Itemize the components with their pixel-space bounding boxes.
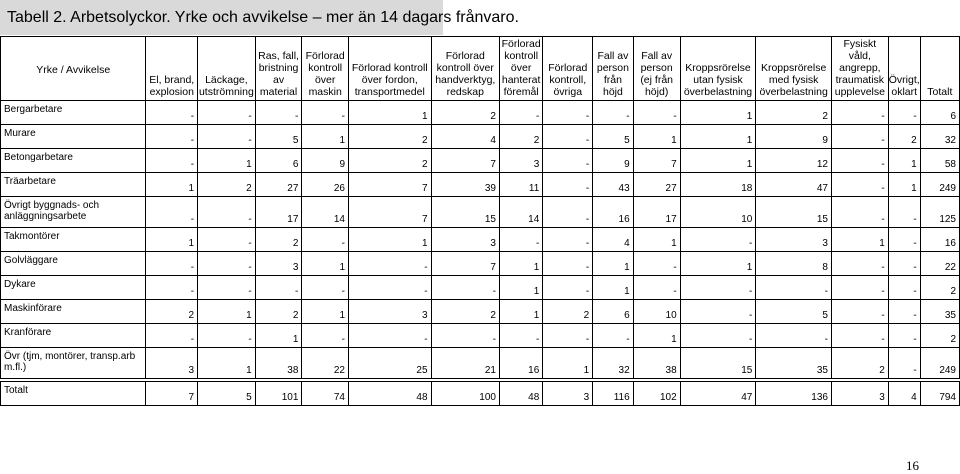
column-header: Förlorad kontroll över maskin (302, 37, 349, 101)
value-cell: 1 (349, 228, 432, 252)
value-cell: 11 (499, 173, 542, 197)
column-header: Kroppsrörelse utan fysisk överbelastning (680, 37, 756, 101)
row-label: Betongarbetare (1, 149, 146, 173)
column-header: Förlorad kontroll över hanterat föremål (499, 37, 542, 101)
value-cell: 102 (633, 382, 680, 406)
value-cell: 3 (146, 348, 198, 379)
value-cell: - (543, 173, 593, 197)
value-cell: 17 (633, 197, 680, 228)
value-cell: - (831, 324, 888, 348)
value-cell: 2 (431, 101, 499, 125)
value-cell: 1 (255, 324, 302, 348)
value-cell: - (198, 324, 256, 348)
value-cell: - (756, 324, 832, 348)
value-cell: 6 (255, 149, 302, 173)
value-cell: - (831, 276, 888, 300)
column-header: Övrigt, oklart (888, 37, 920, 101)
value-cell: - (593, 324, 633, 348)
value-cell: - (146, 149, 198, 173)
value-cell: - (146, 276, 198, 300)
value-cell: 1 (198, 300, 256, 324)
value-cell: - (543, 252, 593, 276)
value-cell: 8 (756, 252, 832, 276)
table-row (1, 101, 960, 125)
value-cell: - (349, 276, 432, 300)
value-cell: 1 (680, 149, 756, 173)
value-cell: - (198, 276, 256, 300)
value-cell: 3 (431, 228, 499, 252)
column-header: Totalt (920, 37, 959, 101)
value-cell: 10 (633, 300, 680, 324)
value-cell: - (543, 228, 593, 252)
page-number: 16 (906, 458, 919, 473)
value-cell: 32 (920, 125, 959, 149)
value-cell: 27 (633, 173, 680, 197)
value-cell: 3 (349, 300, 432, 324)
value-cell: - (302, 324, 349, 348)
value-cell: - (831, 252, 888, 276)
value-cell: 58 (920, 149, 959, 173)
column-header: Ras, fall, bristning av material (255, 37, 302, 101)
value-cell: 7 (349, 197, 432, 228)
value-cell: - (633, 252, 680, 276)
column-header: Fall av person från höjd (593, 37, 633, 101)
value-cell: - (831, 173, 888, 197)
value-cell: 3 (756, 228, 832, 252)
table-body (1, 101, 960, 406)
value-cell: 7 (146, 382, 198, 406)
value-cell: 2 (255, 300, 302, 324)
value-cell: 6 (593, 300, 633, 324)
value-cell: - (302, 228, 349, 252)
value-cell: 21 (431, 348, 499, 379)
value-cell: 43 (593, 173, 633, 197)
value-cell: - (349, 252, 432, 276)
value-cell: 1 (499, 300, 542, 324)
value-cell: - (198, 197, 256, 228)
value-cell: - (831, 101, 888, 125)
value-cell: 32 (593, 348, 633, 379)
value-cell: - (146, 197, 198, 228)
value-cell: 1 (499, 252, 542, 276)
value-cell: 47 (680, 382, 756, 406)
value-cell: - (146, 252, 198, 276)
value-cell: - (499, 324, 542, 348)
value-cell: 1 (831, 228, 888, 252)
value-cell: - (543, 149, 593, 173)
value-cell: 3 (543, 382, 593, 406)
value-cell: 16 (920, 228, 959, 252)
row-label: Övr (tjm, montörer, transp.arb m.fl.) (1, 348, 146, 379)
row-label: Bergarbetare (1, 101, 146, 125)
value-cell: 1 (198, 348, 256, 379)
value-cell: - (198, 252, 256, 276)
value-cell: 47 (756, 173, 832, 197)
row-label: Träarbetare (1, 173, 146, 197)
value-cell: 15 (431, 197, 499, 228)
value-cell: 1 (302, 125, 349, 149)
value-cell: 1 (543, 348, 593, 379)
table-row (1, 173, 960, 197)
value-cell: - (302, 101, 349, 125)
value-cell: - (888, 101, 920, 125)
table-row (1, 228, 960, 252)
value-cell: - (543, 125, 593, 149)
value-cell: 17 (255, 197, 302, 228)
value-cell: - (888, 197, 920, 228)
value-cell: 1 (633, 228, 680, 252)
value-cell: - (499, 101, 542, 125)
value-cell: - (888, 324, 920, 348)
value-cell: 3 (499, 149, 542, 173)
row-label: Maskinförare (1, 300, 146, 324)
value-cell: 14 (499, 197, 542, 228)
table-row (1, 125, 960, 149)
row-label: Golvläggare (1, 252, 146, 276)
value-cell: 1 (198, 149, 256, 173)
value-cell: 26 (302, 173, 349, 197)
table-row (1, 197, 960, 228)
value-cell: 27 (255, 173, 302, 197)
value-cell: - (499, 228, 542, 252)
value-cell: 249 (920, 348, 959, 379)
value-cell: 2 (349, 125, 432, 149)
column-header: Fysiskt våld, angrepp, traumatisk upplevelse (831, 37, 888, 101)
column-header: Förlorad kontroll över fordon, transportmedel (349, 37, 432, 101)
value-cell: - (431, 324, 499, 348)
row-header-cell: Yrke / Avvikelse (1, 37, 146, 101)
column-header: Förlorad kontroll, övriga (543, 37, 593, 101)
value-cell: 1 (633, 125, 680, 149)
value-cell: 35 (920, 300, 959, 324)
value-cell: 794 (920, 382, 959, 406)
row-label: Dykare (1, 276, 146, 300)
value-cell: 1 (593, 276, 633, 300)
value-cell: 249 (920, 173, 959, 197)
value-cell: 14 (302, 197, 349, 228)
value-cell: 10 (680, 197, 756, 228)
table-row (1, 324, 960, 348)
total-row (1, 382, 960, 406)
value-cell: 22 (920, 252, 959, 276)
column-header: El, brand, explosion (146, 37, 198, 101)
value-cell: - (255, 101, 302, 125)
value-cell: - (198, 228, 256, 252)
value-cell: - (349, 324, 432, 348)
value-cell: 2 (756, 101, 832, 125)
value-cell: - (543, 101, 593, 125)
row-label: Murare (1, 125, 146, 149)
value-cell: - (680, 276, 756, 300)
value-cell: 1 (633, 324, 680, 348)
value-cell: 2 (831, 348, 888, 379)
value-cell: - (680, 324, 756, 348)
value-cell: 38 (255, 348, 302, 379)
value-cell: 2 (920, 276, 959, 300)
value-cell: 7 (633, 149, 680, 173)
value-cell: 1 (349, 101, 432, 125)
value-cell: 15 (756, 197, 832, 228)
value-cell: 1 (680, 101, 756, 125)
value-cell: 2 (499, 125, 542, 149)
value-cell: 3 (255, 252, 302, 276)
value-cell: - (680, 300, 756, 324)
value-cell: - (680, 228, 756, 252)
value-cell: 9 (756, 125, 832, 149)
value-cell: - (146, 324, 198, 348)
value-cell: 5 (255, 125, 302, 149)
value-cell: 101 (255, 382, 302, 406)
value-cell: 100 (431, 382, 499, 406)
value-cell: - (543, 197, 593, 228)
value-cell: - (831, 197, 888, 228)
value-cell: 2 (146, 300, 198, 324)
value-cell: 4 (593, 228, 633, 252)
value-cell: 2 (543, 300, 593, 324)
value-cell: 4 (888, 382, 920, 406)
value-cell: - (198, 125, 256, 149)
value-cell: 5 (756, 300, 832, 324)
header-row (1, 37, 960, 101)
table-row (1, 149, 960, 173)
value-cell: - (888, 252, 920, 276)
value-cell: 5 (593, 125, 633, 149)
value-cell: 12 (756, 149, 832, 173)
value-cell: 48 (349, 382, 432, 406)
value-cell: 2 (888, 125, 920, 149)
value-cell: 74 (302, 382, 349, 406)
row-label: Kranförare (1, 324, 146, 348)
value-cell: - (302, 276, 349, 300)
value-cell: 2 (255, 228, 302, 252)
value-cell: - (633, 276, 680, 300)
value-cell: - (146, 125, 198, 149)
row-label: Övrigt byggnads- och anläggningsarbete (1, 197, 146, 228)
column-header: Förlorad kontroll över handverktyg, redskap (431, 37, 499, 101)
value-cell: 7 (431, 149, 499, 173)
value-cell: 35 (756, 348, 832, 379)
value-cell: - (888, 348, 920, 379)
value-cell: 1 (499, 276, 542, 300)
table-row (1, 300, 960, 324)
value-cell: 25 (349, 348, 432, 379)
value-cell: 1 (888, 173, 920, 197)
value-cell: 1 (593, 252, 633, 276)
value-cell: - (543, 276, 593, 300)
table-row (1, 348, 960, 379)
row-label: Takmontörer (1, 228, 146, 252)
value-cell: 1 (146, 228, 198, 252)
value-cell: 2 (920, 324, 959, 348)
value-cell: 1 (146, 173, 198, 197)
value-cell: 9 (302, 149, 349, 173)
value-cell: - (146, 101, 198, 125)
value-cell: 2 (198, 173, 256, 197)
value-cell: - (593, 101, 633, 125)
value-cell: 7 (349, 173, 432, 197)
value-cell: 38 (633, 348, 680, 379)
value-cell: 2 (431, 300, 499, 324)
row-label: Totalt (1, 382, 146, 406)
value-cell: - (831, 149, 888, 173)
value-cell: - (431, 276, 499, 300)
value-cell: 1 (888, 149, 920, 173)
value-cell: 1 (680, 125, 756, 149)
value-cell: 7 (431, 252, 499, 276)
value-cell: - (888, 276, 920, 300)
column-header: Kroppsrörelse med fysisk överbelastning (756, 37, 832, 101)
value-cell: 2 (349, 149, 432, 173)
value-cell: 3 (831, 382, 888, 406)
table-row (1, 252, 960, 276)
value-cell: - (831, 300, 888, 324)
value-cell: - (888, 300, 920, 324)
value-cell: - (255, 276, 302, 300)
value-cell: - (888, 228, 920, 252)
value-cell: - (831, 125, 888, 149)
data-table (0, 36, 960, 406)
table-row (1, 276, 960, 300)
value-cell: 5 (198, 382, 256, 406)
value-cell: - (633, 101, 680, 125)
value-cell: 18 (680, 173, 756, 197)
value-cell: 16 (499, 348, 542, 379)
value-cell: 4 (431, 125, 499, 149)
column-header: Fall av person (ej från höjd) (633, 37, 680, 101)
value-cell: 1 (680, 252, 756, 276)
value-cell: 1 (302, 300, 349, 324)
value-cell: 48 (499, 382, 542, 406)
value-cell: 15 (680, 348, 756, 379)
value-cell: - (543, 324, 593, 348)
value-cell: 16 (593, 197, 633, 228)
value-cell: 6 (920, 101, 959, 125)
value-cell: - (198, 101, 256, 125)
value-cell: 125 (920, 197, 959, 228)
value-cell: 116 (593, 382, 633, 406)
value-cell: 39 (431, 173, 499, 197)
value-cell: 9 (593, 149, 633, 173)
value-cell: 136 (756, 382, 832, 406)
value-cell: - (756, 276, 832, 300)
value-cell: 22 (302, 348, 349, 379)
column-header: Läckage, utströmning (198, 37, 256, 101)
table-title: Tabell 2. Arbetsolyckor. Yrke och avvikelse – mer än 14 dagars frånvaro. (0, 0, 443, 35)
value-cell: 1 (302, 252, 349, 276)
